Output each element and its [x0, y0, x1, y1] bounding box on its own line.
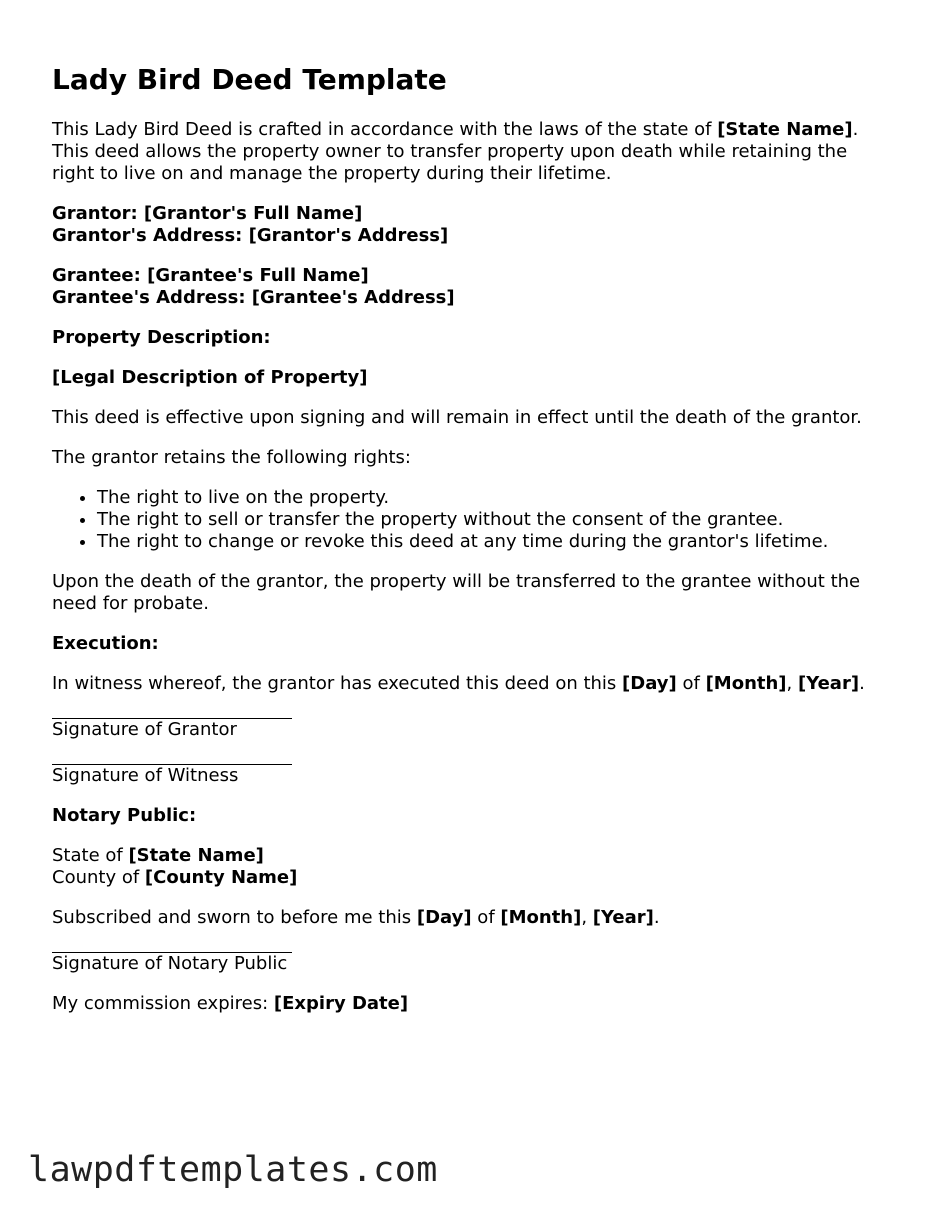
effective-paragraph: This deed is effective upon signing and will remain in effect until the death of the grantor. — [52, 407, 862, 428]
notary-sworn-paragraph — [52, 907, 892, 929]
sworn-year: [Year] — [592, 907, 654, 928]
grantee-block — [52, 265, 892, 309]
site-watermark: lawpdftemplates.com — [28, 1150, 438, 1190]
notary-county: [County Name] — [144, 867, 298, 888]
notary-state: [State Name] — [128, 845, 264, 866]
grantor-address: Grantor's Address: [Grantor's Address] — [52, 225, 449, 246]
sworn-prefix: Subscribed and sworn to before me this — [52, 907, 417, 928]
notary-signature-label: Signature of Notary Public — [52, 953, 288, 974]
execution-prefix: In witness whereof, the grantor has executed this deed on this — [52, 673, 623, 694]
list-item: • The right to change or revoke this deed at any time during the grantor's lifetime. — [97, 531, 892, 553]
grantor-signature-block — [52, 699, 892, 741]
execution-year: [Year] — [797, 673, 860, 694]
sworn-end: . — [653, 907, 660, 928]
grantee-address: Grantee's Address: [Grantee's Address] — [52, 287, 455, 308]
sworn-of: of — [471, 907, 501, 928]
sworn-comma: , — [581, 907, 593, 928]
rights-list — [52, 487, 892, 553]
notary-signature-block — [52, 933, 892, 975]
intro-prefix: This Lady Bird Deed is crafted in accordance with the laws of the state of — [52, 119, 718, 140]
notary-signature-line[interactable] — [52, 933, 292, 953]
notary-heading: Notary Public: — [52, 805, 197, 826]
witness-signature-line[interactable] — [52, 745, 292, 765]
grantor-signature-line[interactable] — [52, 699, 292, 719]
grantor-block — [52, 203, 892, 247]
commission-prefix: My commission expires: — [52, 993, 274, 1014]
witness-signature-block — [52, 745, 892, 787]
execution-day: [Day] — [622, 673, 677, 694]
grantee-name: Grantee: [Grantee's Full Name] — [52, 265, 369, 286]
intro-paragraph — [52, 119, 892, 185]
notary-jurisdiction — [52, 845, 892, 889]
rights-lead: The grantor retains the following rights: — [52, 447, 411, 468]
execution-heading: Execution: — [52, 633, 159, 654]
sworn-day: [Day] — [416, 907, 472, 928]
execution-month: [Month] — [705, 673, 787, 694]
transfer-paragraph: Upon the death of the grantor, the property will be transferred to the grantee without the need for probate. — [52, 571, 861, 614]
commission-paragraph — [52, 993, 892, 1015]
notary-county-prefix: County of — [52, 867, 145, 888]
intro-suffix: . This deed allows the property owner to transfer property upon death while retaining the right to live on and manage the property during their lifetime. — [52, 119, 859, 184]
commission-date: [Expiry Date] — [273, 993, 409, 1014]
execution-of: of — [676, 673, 706, 694]
grantor-signature-label: Signature of Grantor — [52, 719, 237, 740]
execution-paragraph — [52, 673, 892, 695]
sworn-month: [Month] — [500, 907, 582, 928]
witness-signature-label: Signature of Witness — [52, 765, 239, 786]
deed-document — [52, 60, 892, 1033]
property-heading: Property Description: — [52, 327, 271, 348]
intro-state-placeholder: [State Name] — [717, 119, 853, 140]
page-title: Lady Bird Deed Template — [52, 63, 447, 96]
notary-state-prefix: State of — [52, 845, 129, 866]
execution-comma: , — [786, 673, 798, 694]
grantor-name: Grantor: [Grantor's Full Name] — [52, 203, 363, 224]
property-legal-description: [Legal Description of Property] — [52, 367, 368, 388]
execution-end: . — [859, 673, 865, 694]
list-item: • The right to live on the property. — [97, 487, 892, 509]
list-item: • The right to sell or transfer the property without the consent of the grantee. — [97, 509, 892, 531]
